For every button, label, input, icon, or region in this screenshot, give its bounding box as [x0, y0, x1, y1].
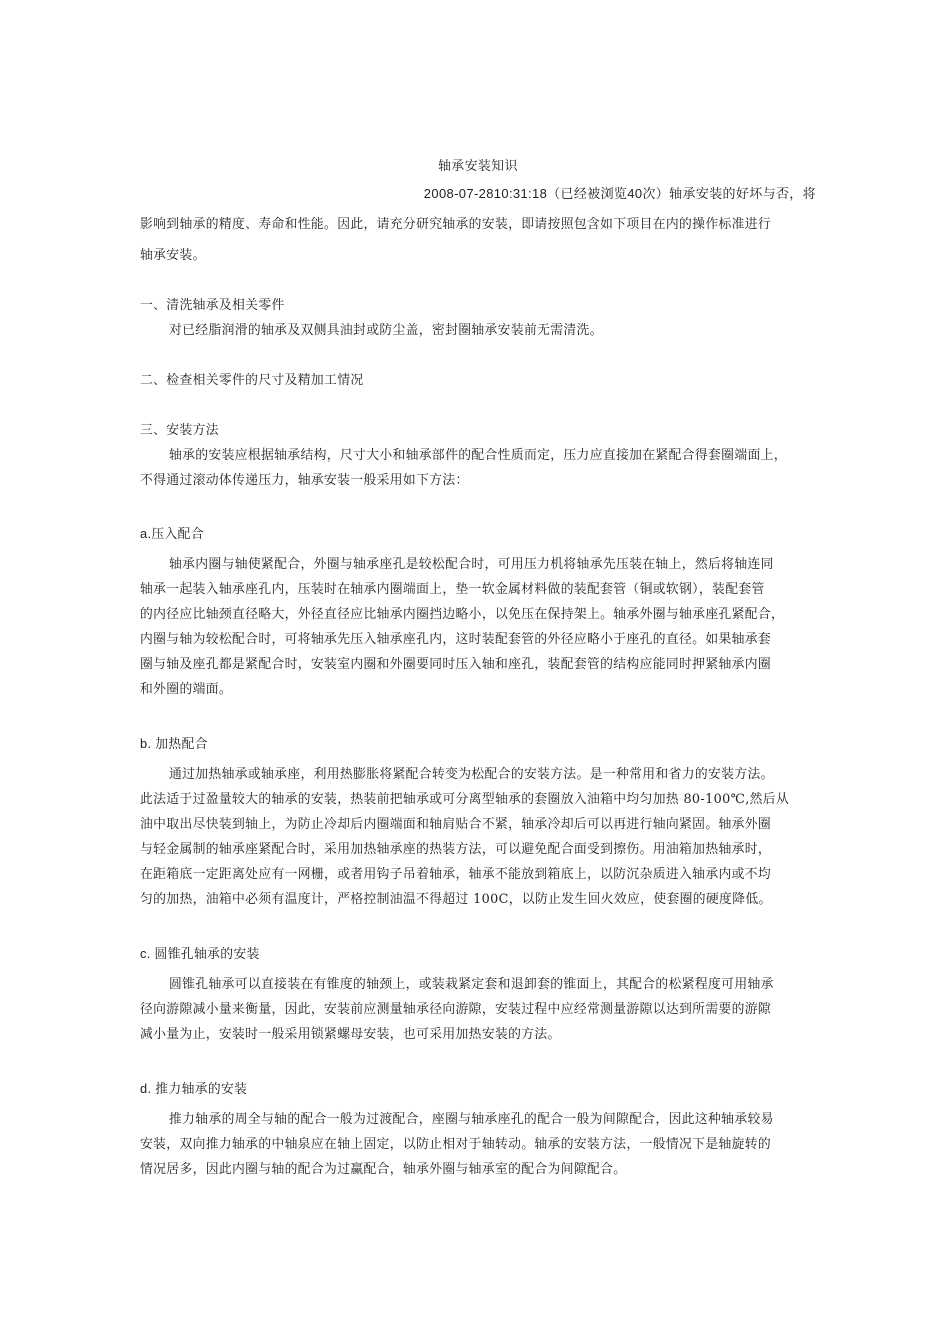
intro-line: 轴承安装。: [140, 248, 206, 263]
paragraph-line: 减小量为止，安装时一般采用锁紧螺母安装，也可采用加热安装的方法。: [140, 1027, 561, 1042]
paragraph-line: 轴承内圈与轴使紧配合，外圈与轴承座孔是较松配合时，可用压力机将轴承先压装在轴上，然后将轴连同: [169, 557, 774, 572]
paragraph-line: 通过加热轴承或轴承座，利用热膨胀将紧配合转变为松配合的安装方法。是一种常用和省力的安装方法。: [169, 767, 774, 782]
document-title: 轴承安装知识: [438, 159, 518, 174]
paragraph-line: 在距箱底一定距离处应有一网栅，或者用钩子吊着轴承，轴承不能放到箱底上，以防沉杂质进入轴承内或不均: [140, 867, 772, 882]
paragraph-line: 此法适于过盈量较大的轴承的安装，热装前把轴承或可分离型轴承的套圈放入油箱中均匀加热 80-100℃,然后从: [140, 792, 790, 807]
paragraph-line: 匀的加热，油箱中必须有温度计，严格控制油温不得超过 100C，以防止发生回火效应，使套圈的硬度降低。: [140, 892, 772, 907]
section-heading: 二、检查相关零件的尺寸及精加工情况: [140, 373, 364, 388]
paragraph-line: 安装，双向推力轴承的中轴泉应在轴上固定，以防止相对于轴转动。轴承的安装方法，一般情况下是轴旋转的: [140, 1137, 772, 1152]
paragraph-line: 不得通过滚动体传递压力，轴承安装一般采用如下方法：: [140, 473, 469, 488]
paragraph-line: 轴承一起装入轴承座孔内，压装时在轴承内圈端面上，垫一软金属材料做的装配套管（铜或软钢），装配套管: [140, 582, 765, 597]
section-heading: 三、安装方法: [140, 423, 219, 438]
paragraph-line: 对已经脂润滑的轴承及双侧具油封或防尘盖，密封圈轴承安装前无需清洗。: [169, 323, 603, 338]
paragraph-line: 径向游隙减小量来衡量，因此，安装前应测量轴承径向游隙，安装过程中应经常测量游隙以达到所需要的游隙: [140, 1002, 772, 1017]
subsection-heading: b. 加热配合: [140, 736, 208, 751]
intro-line: 影响到轴承的精度、寿命和性能。因此，请充分研究轴承的安装，即请按照包含如下项目在内的操作标准进行: [140, 217, 772, 232]
paragraph-line: 圆锥孔轴承可以直接装在有锥度的轴颈上，或装栽紧定套和退卸套的锥面上，其配合的松紧程度可用轴承: [169, 977, 774, 992]
subsection-heading: d. 推力轴承的安装: [140, 1081, 248, 1096]
paragraph-line: 情况居多，因此内圈与轴的配合为过赢配合，轴承外圈与轴承室的配合为间隙配合。: [140, 1162, 627, 1177]
paragraph-line: 圈与轴及座孔都是紧配合时，安装室内圈和外圈要同时压入轴和座孔，装配套管的结构应能同时押紧轴承内圈: [140, 657, 772, 672]
subsection-heading: a.压入配合: [140, 526, 204, 541]
paragraph-line: 与轻金属制的轴承座紧配合时，采用加热轴承座的热装方法，可以避免配合面受到擦伤。用油箱加热轴承时，: [140, 842, 772, 857]
paragraph-line: 油中取出尽快装到轴上，为防止冷却后内圈端面和轴肩贴合不紧，轴承冷却后可以再进行轴向紧固。轴承外圈: [140, 817, 772, 832]
paragraph-line: 和外圈的端面。: [140, 682, 233, 697]
paragraph-line: 的内径应比轴颈直径略大，外径直径应比轴承内圈挡边略小，以免压在保持架上。轴承外圈与轴承座孔紧配合，: [140, 607, 785, 622]
document-page: [140, 0, 816, 1344]
subsection-heading: c. 圆锥孔轴承的安装: [140, 946, 260, 961]
paragraph-line: 轴承的安装应根据轴承结构，尺寸大小和轴承部件的配合性质而定，压力应直接加在紧配合得套圈端面上，: [169, 448, 787, 463]
paragraph-line: 推力轴承的周全与轴的配合一般为过渡配合，座圈与轴承座孔的配合一般为间隙配合，因此这种轴承较易: [169, 1112, 774, 1127]
meta-line: 2008-07-2810:31:18（已经被浏览40次）轴承安装的好坏与否，将: [423, 186, 816, 201]
section-heading: 一、清洗轴承及相关零件: [140, 298, 285, 313]
paragraph-line: 内圈与轴为较松配合时，可将轴承先压入轴承座孔内，这时装配套管的外径应略小于座孔的直径。如果轴承套: [140, 632, 772, 647]
